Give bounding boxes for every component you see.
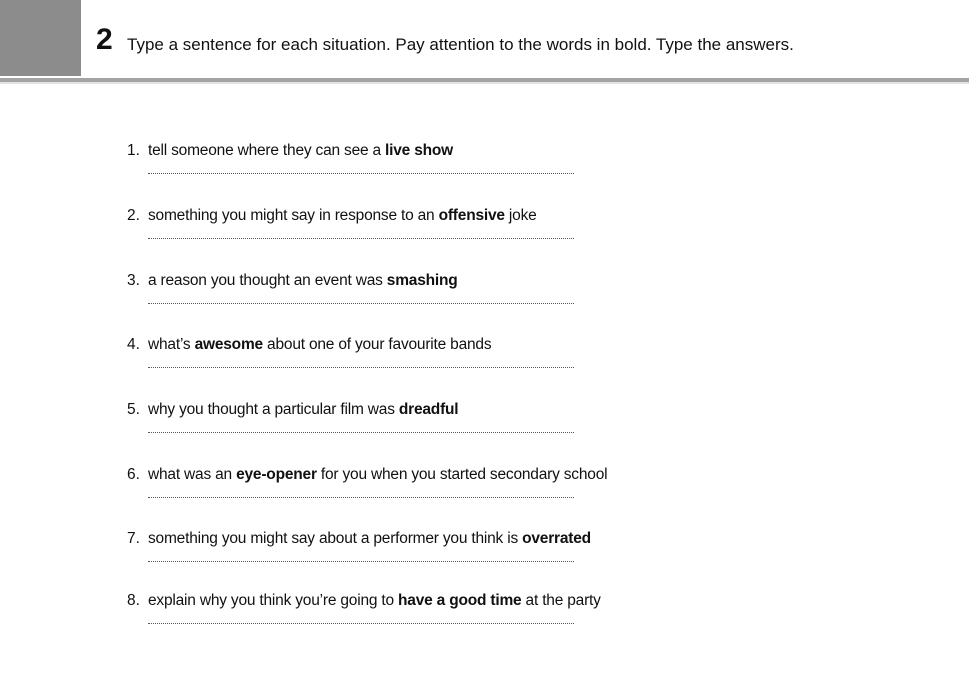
item-prompt [148, 335, 491, 355]
exercise-item-8 [127, 591, 687, 641]
prompt-text: a reason you thought an event was [148, 272, 387, 289]
prompt-bold-word: eye-opener [236, 466, 317, 483]
exercise-item-6 [127, 465, 687, 515]
prompt-bold-word: offensive [438, 207, 505, 224]
exercise-item-5 [127, 400, 687, 450]
prompt-bold-word: awesome [194, 336, 263, 353]
exercise-item-3 [127, 271, 687, 321]
prompt-text: what’s [148, 336, 195, 353]
item-number: 3. [127, 272, 140, 289]
exercise-instruction: Type a sentence for each situation. Pay attention to the words in bold. Type the answers. [127, 35, 794, 54]
item-prompt [148, 271, 458, 291]
answer-line[interactable] [148, 238, 574, 239]
item-prompt [148, 206, 537, 226]
answer-line[interactable] [148, 497, 574, 498]
prompt-text: why you thought a particular film was [148, 401, 399, 418]
prompt-text: something you might say about a performer you think is [148, 530, 523, 547]
item-prompt [148, 529, 591, 549]
prompt-bold-word: have a good time [398, 592, 522, 609]
answer-line[interactable] [148, 173, 574, 174]
prompt-text: about one of your favourite bands [262, 336, 492, 353]
prompt-text: what was an [148, 466, 237, 483]
item-number: 4. [127, 336, 140, 353]
exercise-item-2 [127, 206, 687, 256]
item-prompt [148, 591, 601, 611]
prompt-text: tell someone where they can see a [148, 142, 386, 159]
item-prompt [148, 141, 453, 161]
item-prompt [148, 465, 607, 485]
item-number: 6. [127, 466, 140, 483]
item-number: 7. [127, 530, 140, 547]
prompt-text: something you might say in response to an [148, 207, 439, 224]
answer-line[interactable] [148, 623, 574, 624]
item-number: 1. [127, 142, 140, 159]
item-prompt [148, 400, 458, 420]
answer-line[interactable] [148, 432, 574, 433]
answer-line[interactable] [148, 367, 574, 368]
exercise-item-7 [127, 529, 687, 579]
prompt-bold-word: overrated [522, 530, 591, 547]
item-number: 8. [127, 592, 140, 609]
prompt-bold-word: dreadful [398, 401, 459, 418]
answer-line[interactable] [148, 303, 574, 304]
item-number: 2. [127, 207, 140, 224]
prompt-text: joke [504, 207, 537, 224]
prompt-bold-word: live show [385, 142, 454, 159]
exercise-item-1 [127, 141, 687, 191]
exercise-item-4 [127, 335, 687, 385]
exercise-number: 2 [96, 23, 113, 56]
answer-line[interactable] [148, 561, 574, 562]
prompt-text: at the party [521, 592, 601, 609]
prompt-bold-word: smashing [386, 272, 458, 289]
item-number: 5. [127, 401, 140, 418]
prompt-text: for you when you started secondary school [316, 466, 608, 483]
prompt-text: explain why you think you’re going to [148, 592, 399, 609]
